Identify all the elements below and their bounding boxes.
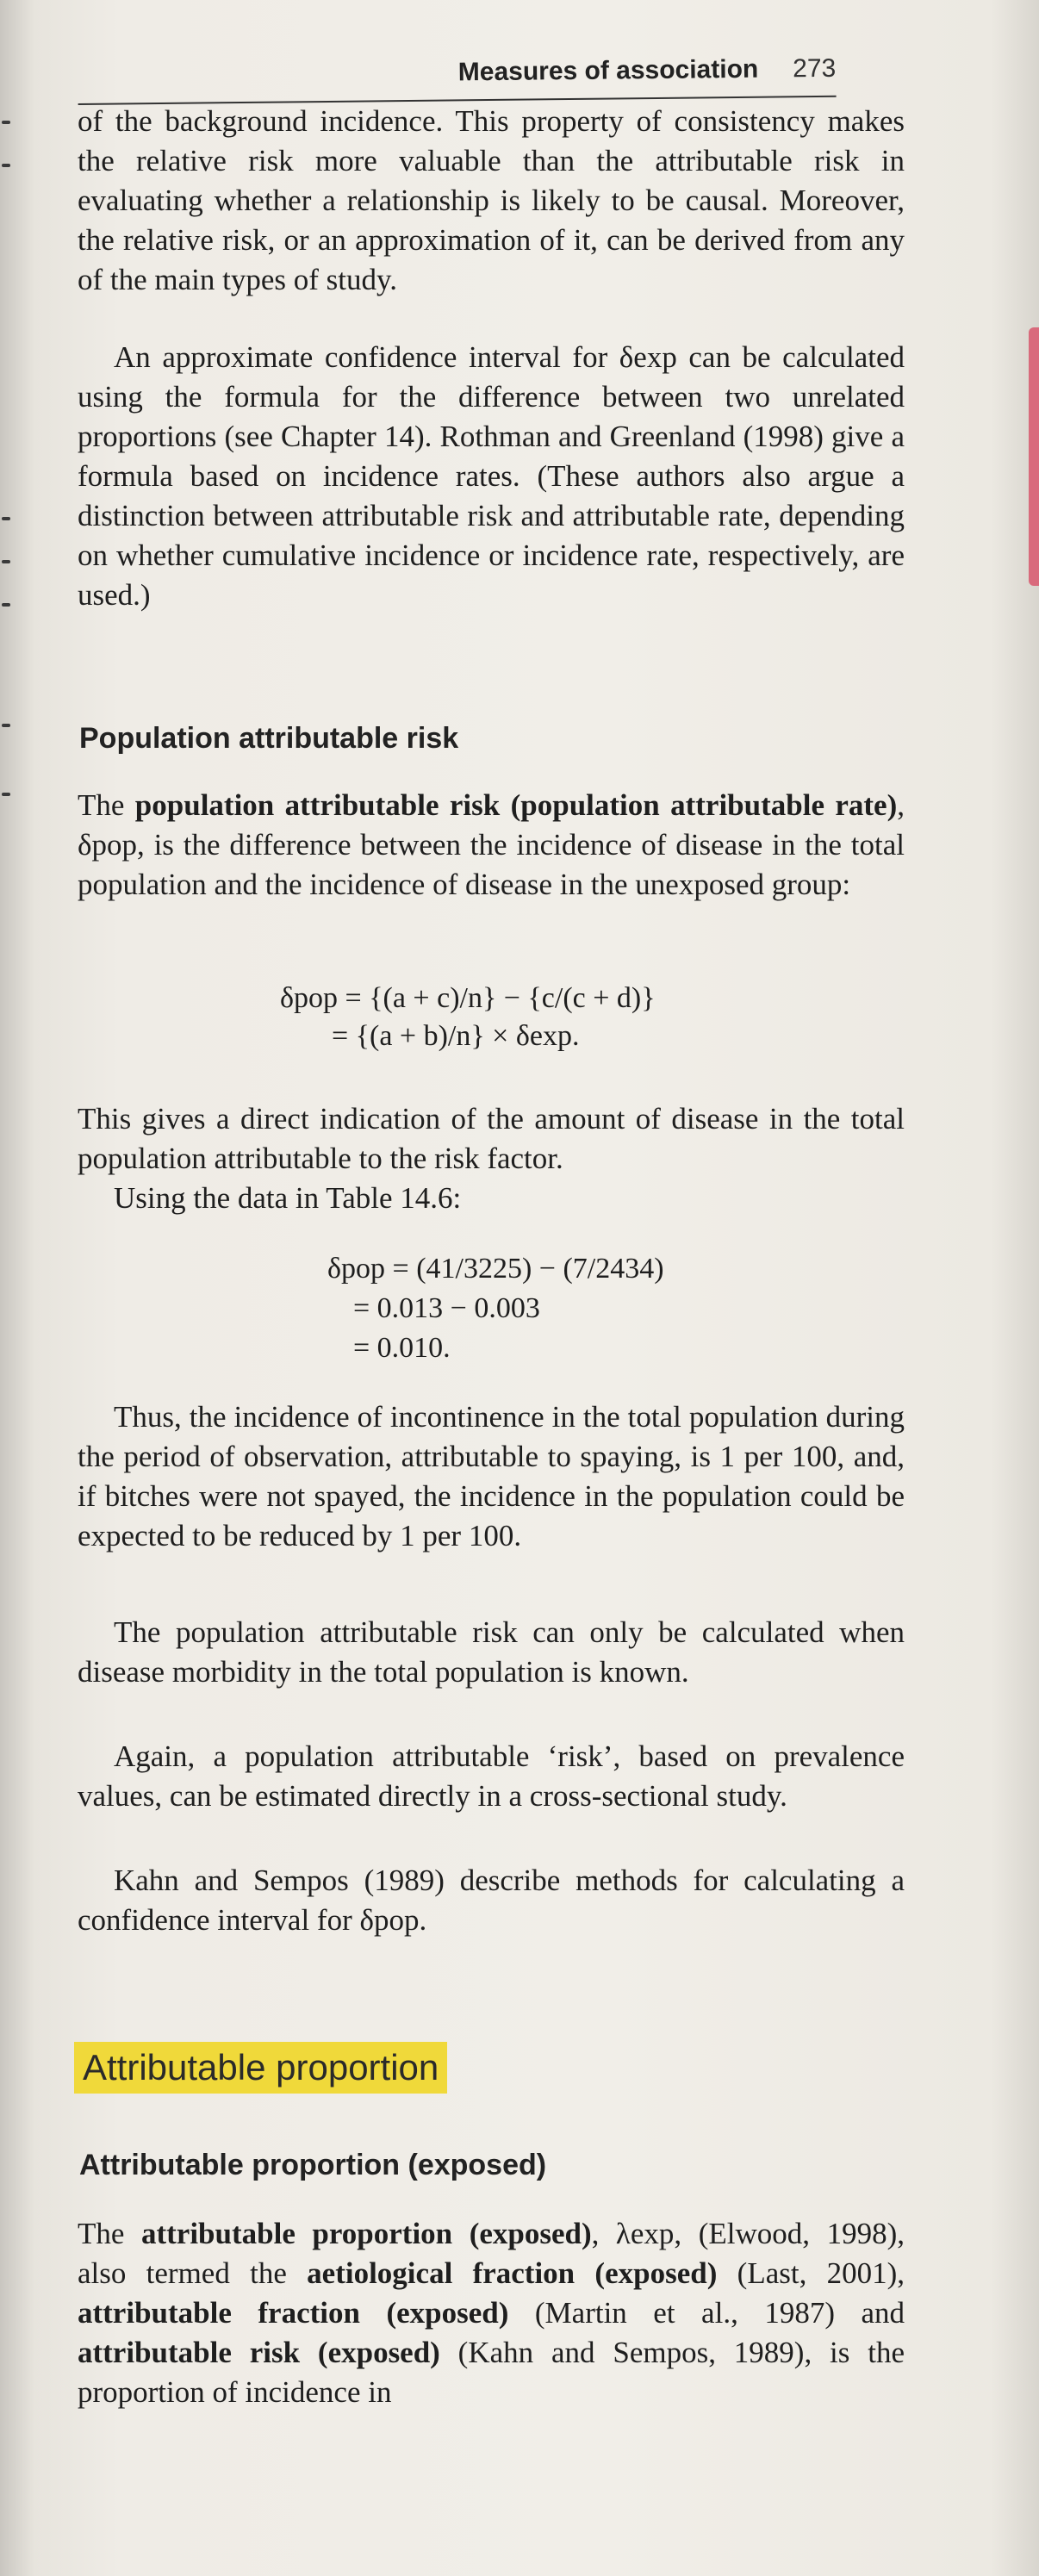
paragraph-kahn-sempos: Kahn and Sempos (1989) describe methods for calculating a confidence interval for δpop. — [78, 1864, 905, 1937]
page-number: 273 — [793, 53, 837, 84]
equation-par-line2: = {(a + b)/n} × δexp. — [332, 1020, 580, 1052]
heading-population-attributable-risk: Population attributable risk — [79, 722, 459, 755]
paragraph-ap-definition: The attributable proportion (exposed), λexp, (Elwood, 1998), also termed the aetiological fraction (exposed) (Last, 2001), attributable fraction (exposed) (Martin et al., 1987) and attributable risk (exposed) (Kahn and Sempos, 1989), is the proportion of incidence in — [78, 2217, 905, 2409]
equation-par-line1: δpop = {(a + c)/n} − {c/(c + d)} — [280, 982, 656, 1014]
paragraph-using-data: Using the data in Table 14.6: — [114, 1181, 462, 1215]
equation-example-line3: = 0.010. — [353, 1332, 451, 1364]
running-title: Measures of association — [457, 54, 759, 87]
section-heading-attributable-proportion: Attributable proportion — [74, 2042, 447, 2094]
paragraph-direct-indication: This gives a direct indication of the amount of disease in the total population attributable to the risk factor. — [78, 1102, 905, 1175]
adjacent-page-edge — [0, 0, 17, 2576]
equation-example-line2: = 0.013 − 0.003 — [353, 1292, 540, 1324]
heading-attributable-proportion-exposed: Attributable proportion (exposed) — [79, 2149, 547, 2181]
paragraph-confidence-interval: An approximate confidence interval for δexp can be calculated using the formula for the difference between two unrelated proportions (see Chapter 14). Rothman and Greenland (1998) give a formula based on incidence rates. (These authors also argue a distinction between attributable risk and attributable rate, depending on whether cumulative incidence or incidence rate, respectively, are used.) — [78, 340, 905, 612]
paragraph-consistency: of the background incidence. This property of consistency makes the relative risk more valuable than the attributable risk in evaluating whether a relationship is likely to be causal. Moreover, the relative risk, or an approximation of it, can be derived from any of the main types of study. — [78, 104, 905, 296]
paragraph-par-definition: The population attributable risk (population attributable rate), δpop, is the difference between the incidence of disease in the total population and the incidence of disease in the unexposed group: — [78, 788, 905, 901]
equation-example-line1: δpop = (41/3225) − (7/2434) — [327, 1253, 664, 1285]
paragraph-morbidity: The population attributable risk can only be calculated when disease morbidity in the total population is known. — [78, 1615, 905, 1689]
page-tab-marker — [1029, 327, 1039, 586]
paragraph-incontinence: Thus, the incidence of incontinence in the total population during the period of observation, attributable to spaying, is 1 per 100, and, if bitches were not spayed, the incidence in the population could be expected to be reduced by 1 per 100. — [78, 1400, 905, 1552]
running-header — [78, 44, 837, 105]
paragraph-prevalence: Again, a population attributable ‘risk’, based on prevalence values, can be estimated directly in a cross-sectional study. — [78, 1739, 905, 1813]
